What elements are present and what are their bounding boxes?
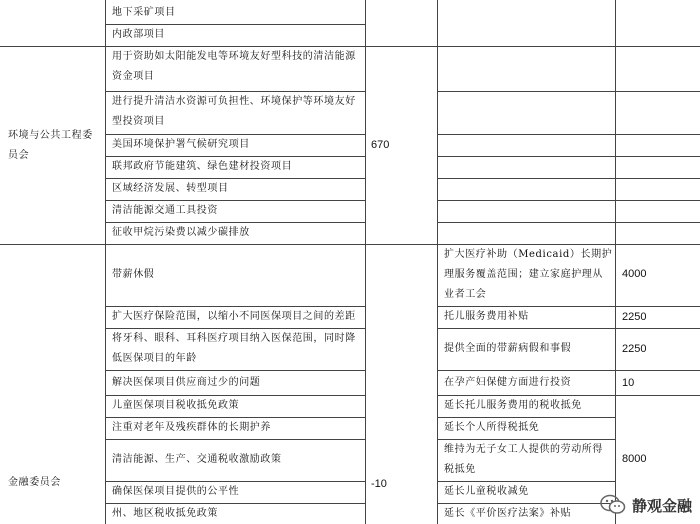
table-cell: 延长个人所得税抵免 <box>444 422 540 433</box>
env-amount: 670 <box>371 139 390 151</box>
table-cell: 延长《平价医疗法案》补贴 <box>444 508 572 519</box>
amount-cell: 8000 <box>622 453 647 465</box>
table-cell: 延长托儿服务费用的税收抵免 <box>444 400 582 411</box>
table-cell: 确保医保项目提供的公平性 <box>112 486 240 497</box>
table-cell: 解决医保项目供应商过少的问题 <box>112 377 261 388</box>
amount-cell: 2250 <box>622 311 647 323</box>
table-cell: 提供全面的带薪病假和事假 <box>444 343 572 354</box>
amount-cell: 2250 <box>622 343 647 355</box>
grid-line <box>437 328 700 329</box>
table-cell: 将牙科、眼科、耳科医疗项目纳入医保范围，同时降 <box>112 333 356 344</box>
table-cell: 低医保项目的年龄 <box>112 353 197 364</box>
table-cell: 地下采矿项目 <box>112 7 176 18</box>
table-cell: 征收甲烷污染费以减少碳排放 <box>112 227 250 238</box>
table-cell: 内政部项目 <box>112 29 165 40</box>
committee-line: 环境与公共工程委 <box>8 130 93 141</box>
grid-line <box>615 0 616 524</box>
grid-line <box>437 200 700 201</box>
committee-line: 员会 <box>8 150 30 161</box>
table-cell: 扩大医疗补助（Medicaid）长期护 <box>444 249 613 260</box>
table-cell: 维持为无子女工人提供的劳动所得 <box>444 444 603 455</box>
table-cell: 托儿服务费用补贴 <box>444 311 529 322</box>
table-cell: 清洁能源、生产、交通税收激励政策 <box>112 454 282 465</box>
amount-cell: 10 <box>622 377 635 389</box>
table-cell: 美国环境保护署气候研究项目 <box>112 139 250 150</box>
fin-amount: -10 <box>371 478 387 490</box>
grid-line <box>437 156 700 157</box>
table-cell: 带薪休假 <box>112 269 155 280</box>
table-cell: 联邦政府节能建筑、绿色建材投资项目 <box>112 161 293 172</box>
grid-line <box>105 0 106 524</box>
committee-label <box>8 126 93 146</box>
table-cell: 在孕产妇保健方面进行投资 <box>444 377 572 388</box>
wechat-icon <box>600 494 626 516</box>
grid-line <box>105 370 365 371</box>
committee-label <box>8 146 29 166</box>
table-cell: 儿童医保项目税收抵免政策 <box>112 400 240 411</box>
table-cell: 型投资项目 <box>112 116 165 127</box>
watermark-text: 静观金融 <box>631 496 692 515</box>
grid-line <box>437 222 700 223</box>
grid-line <box>365 0 366 524</box>
watermark <box>600 494 692 516</box>
table-cell: 理服务覆盖范围；建立家庭护理从 <box>444 269 603 280</box>
table-cell: 用于资助如太阳能发电等环境友好型科技的清洁能源 <box>112 51 356 62</box>
committee-label: 金融委员会 <box>8 477 61 488</box>
table-cell: 业者工会 <box>444 289 487 300</box>
grid-line <box>437 178 700 179</box>
table-cell: 区域经济发展、转型项目 <box>112 183 229 194</box>
amount-cell: 4000 <box>622 268 647 280</box>
table-cell: 延长儿童税收减免 <box>444 486 529 497</box>
grid-line <box>437 91 700 92</box>
table-cell: 进行提升清洁水资源可负担性、环境保护等环境友好 <box>112 96 356 107</box>
table-cell: 州、地区税收抵免政策 <box>112 508 218 519</box>
grid-line <box>437 370 700 371</box>
table-cell: 注重对老年及残疾群体的长期护养 <box>112 422 271 433</box>
table-cell: 扩大医疗保险范围，以缩小不同医保项目之间的差距 <box>112 311 356 322</box>
grid-line <box>437 0 438 524</box>
table-cell: 清洁能源交通工具投资 <box>112 205 218 216</box>
grid-line <box>105 439 365 440</box>
grid-line <box>437 134 700 135</box>
table-cell: 资金项目 <box>112 71 155 82</box>
table-cell: 税抵免 <box>444 464 476 475</box>
